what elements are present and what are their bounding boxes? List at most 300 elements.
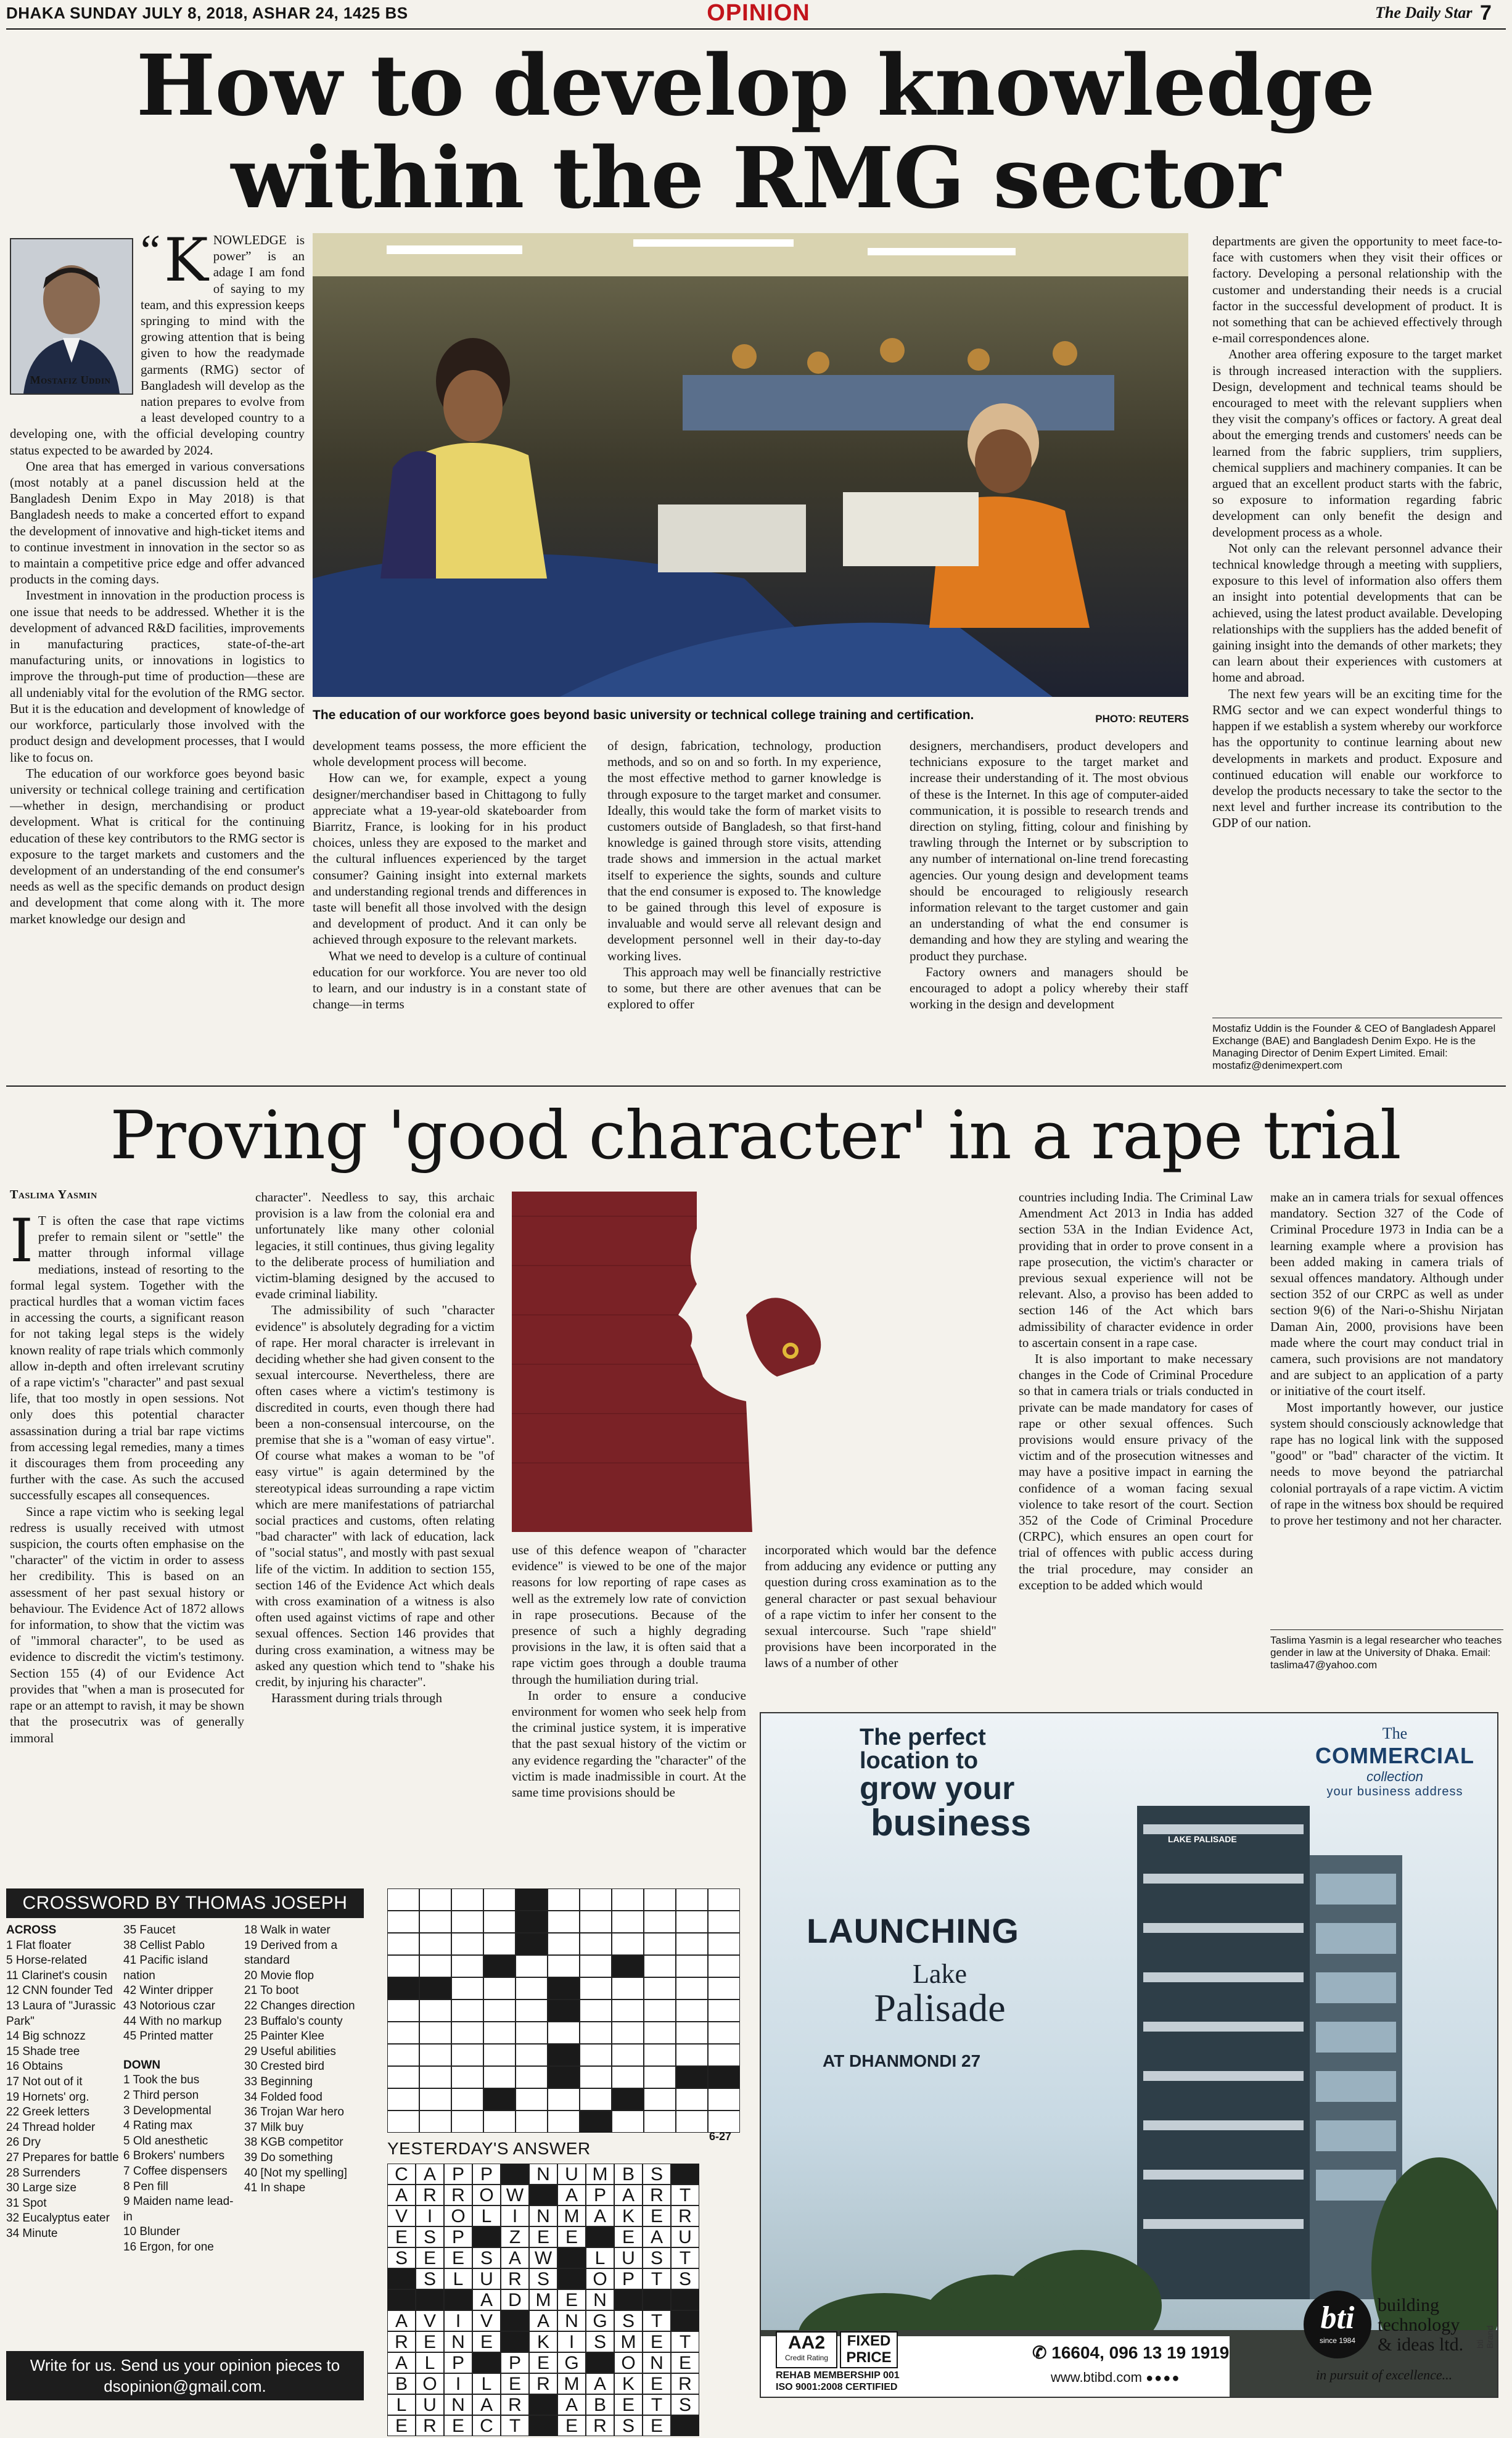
grid-cell[interactable] — [676, 1911, 708, 1933]
grid-cell[interactable] — [387, 1888, 419, 1911]
clue-item: 1 Flat floater — [6, 1938, 72, 1952]
answer-letter: M — [614, 2331, 643, 2352]
project-text: Palisade — [874, 1986, 1006, 2030]
grid-cell[interactable] — [548, 1888, 580, 1911]
answer-block — [472, 2226, 501, 2247]
answer-letter: A — [387, 2185, 416, 2205]
answer-letter: M — [529, 2289, 557, 2310]
article1-column-3 — [607, 738, 881, 1071]
grid-block — [483, 2088, 516, 2111]
answer-letter: V — [387, 2205, 416, 2226]
answer-letter: E — [643, 2373, 671, 2394]
grid-cell[interactable] — [419, 2088, 451, 2111]
grid-block — [580, 2111, 612, 2133]
article2-column-3 — [512, 1542, 746, 1835]
grid-cell[interactable] — [676, 1977, 708, 1999]
grid-cell[interactable] — [580, 2022, 612, 2044]
clue-item: 30 Crested bird — [244, 2060, 324, 2074]
paragraph: departments are given the opportunity to meet face-to-face with customers when they visit their offices or factory. Developing a personal relationship with the customer and understanding their needs is a crucial factor in the successful development of product. It is not something that can be achieved effectively through e-mail correspondences alone. — [1212, 234, 1502, 346]
grid-cell[interactable] — [516, 1999, 548, 2022]
answer-letter: S — [416, 2268, 444, 2289]
article1-column-5 — [1212, 233, 1502, 1015]
grid-cell[interactable] — [516, 2066, 548, 2088]
headline-line-2: within the RMG sector — [231, 129, 1280, 228]
answer-letter: E — [472, 2331, 501, 2352]
clue-item: 20 Movie flop — [244, 1969, 314, 1982]
author-byline: Taslima Yasmin — [10, 1188, 97, 1201]
grid-cell[interactable] — [387, 2088, 419, 2111]
author-byline: Mostafiz Uddin — [30, 374, 111, 386]
answer-letter: E — [614, 2226, 643, 2247]
grid-cell[interactable] — [676, 2022, 708, 2044]
answer-letter: T — [643, 2268, 671, 2289]
grid-cell[interactable] — [548, 1911, 580, 1933]
grid-cell[interactable] — [419, 1955, 451, 1977]
answer-letter: N — [529, 2205, 557, 2226]
grid-cell[interactable] — [644, 2066, 676, 2088]
paragraph: development teams possess, the more efficient the whole development process will become. — [313, 738, 586, 770]
clue-item: 44 With no markup — [123, 2014, 222, 2028]
grid-block — [548, 2066, 580, 2088]
answer-block — [472, 2352, 501, 2373]
grid-cell[interactable] — [419, 2066, 451, 2088]
answer-block — [529, 2185, 557, 2205]
advertisement[interactable] — [760, 1712, 1498, 2398]
answer-letter: L — [472, 2373, 501, 2394]
grid-cell[interactable] — [451, 2044, 483, 2066]
ad-brand-side: bti Brand — [1475, 2325, 1495, 2349]
grid-cell[interactable] — [483, 2044, 516, 2066]
grid-cell[interactable] — [419, 1933, 451, 1955]
clue-item: 38 KGB competitor — [244, 2136, 343, 2149]
answer-letter: T — [671, 2185, 699, 2205]
grid-cell[interactable] — [451, 2111, 483, 2133]
company-text: building — [1378, 2295, 1440, 2315]
clue-item: 2 Third person — [123, 2088, 199, 2102]
answer-letter: P — [586, 2185, 614, 2205]
answer-letter: S — [416, 2226, 444, 2247]
ad-website[interactable] — [1051, 2370, 1180, 2386]
page-number: 7 — [1480, 1, 1492, 25]
clue-item: 14 Big schnozz — [6, 2030, 86, 2043]
answer-letter: A — [472, 2289, 501, 2310]
answer-heading: YESTERDAY'S ANSWER — [387, 2139, 591, 2158]
paragraph: One area that has emerged in various conversations (most notably at a panel discussion held at the Bangladesh Denim Expo in May 2018) is that Bangladesh needs to make a concerted effort to expand the development of innovative and high-ticket items and to continue investment in innovation in the sector so as to maintain a competitive price edge and offer advanced products in the coming days. — [10, 458, 305, 587]
answer-block — [557, 2247, 586, 2268]
grid-cell[interactable] — [612, 2044, 644, 2066]
answer-letter: P — [501, 2352, 529, 2373]
grid-cell[interactable] — [708, 1911, 740, 1933]
grid-cell[interactable] — [580, 1999, 612, 2022]
paragraph: How can we, for example, expect a young designer/merchandiser based in Chittagong to fully appreciate what a 19-year-old skateboarder from Biarritz, France, is looking for in his product choices, unless they are exposed to the market and the cultural influences experienced by the target consumer? Gaining insight into external markets and understanding regional trends and differences in taste will benefit all those involved with the design and development of product. And it can only be achieved through exposure to the relevant markets. — [313, 770, 586, 947]
grid-cell[interactable] — [708, 2022, 740, 2044]
clue-item: 19 Derived from a standard — [244, 1938, 338, 1967]
grid-cell[interactable] — [419, 1888, 451, 1911]
grid-cell[interactable] — [612, 1999, 644, 2022]
answer-letter: A — [472, 2394, 501, 2415]
cert-text: REHAB MEMBERSHIP 001 — [776, 2370, 900, 2381]
clue-item: 36 Trojan War hero — [244, 2106, 344, 2119]
grid-cell[interactable] — [516, 2022, 548, 2044]
answer-letter: C — [472, 2415, 501, 2436]
answer-letter: S — [671, 2394, 699, 2415]
grid-cell[interactable] — [708, 2088, 740, 2111]
grid-cell[interactable] — [644, 1911, 676, 1933]
crossword-clues-down — [244, 1923, 374, 2196]
grid-cell[interactable] — [580, 1955, 612, 1977]
grid-cell[interactable] — [612, 2111, 644, 2133]
grid-cell[interactable] — [451, 1933, 483, 1955]
answer-letter: K — [614, 2205, 643, 2226]
crossword-grid[interactable] — [387, 1888, 745, 2133]
clue-item: 31 Spot — [6, 2196, 47, 2210]
paper-name: The Daily Star — [1375, 4, 1473, 22]
rating-value: AA2 — [787, 2333, 825, 2353]
grid-cell[interactable] — [387, 1933, 419, 1955]
clue-item: 18 Walk in water — [244, 1924, 331, 1937]
brand-text: your business address — [1326, 1785, 1463, 1798]
grid-cell[interactable] — [451, 2022, 483, 2044]
grid-block — [516, 1888, 548, 1911]
grid-cell[interactable] — [644, 2088, 676, 2111]
answer-letter: E — [501, 2373, 529, 2394]
grid-cell[interactable] — [676, 2044, 708, 2066]
answer-letter: E — [671, 2352, 699, 2373]
answer-letter: D — [501, 2289, 529, 2310]
grid-cell[interactable] — [644, 1999, 676, 2022]
photo-caption: The education of our workforce goes beyond basic university or technical college training and certification. — [313, 708, 974, 722]
grid-cell[interactable] — [516, 2044, 548, 2066]
grid-cell[interactable] — [676, 1955, 708, 1977]
paragraph: What we need to develop is a culture of continual education for our workforce. You are never too old to learn, and our industry is in a constant state of change—in terms — [313, 948, 586, 1012]
answer-letter: K — [529, 2331, 557, 2352]
answer-block — [586, 2352, 614, 2373]
answer-letter: N — [557, 2310, 586, 2331]
clue-item: 35 Faucet — [123, 1924, 176, 1937]
grid-cell[interactable] — [548, 2088, 580, 2111]
paragraph: This approach may well be financially restrictive to some, but there are other avenues that can be explored to offer — [607, 964, 881, 1012]
grid-cell[interactable] — [580, 2044, 612, 2066]
grid-cell[interactable] — [451, 1888, 483, 1911]
grid-cell[interactable] — [419, 2022, 451, 2044]
paragraph: Most importantly however, our justice system should consciously acknowledge that rape has no logical link with the supposed "good" or "bad" character of the victim. It needs to move beyond the patriarchal colonial portrayals of a rape victim. A victim of rape in the witness box should be required to prove her testimony and not her character. — [1270, 1399, 1503, 1528]
clue-item: 41 Pacific island nation — [123, 1954, 208, 1982]
grid-cell[interactable] — [516, 2088, 548, 2111]
woman-profile-illustration-icon — [512, 1192, 993, 1532]
grid-cell[interactable] — [644, 2111, 676, 2133]
paragraph: Another area offering exposure to the target market is through increased interaction with the suppliers. Design, development and technical teams should be encouraged to meet with the relevant suppliers when they visit the company's offices or factory. A great deal about the emerging trends and customers' needs can be learned from the fabric suppliers, trim suppliers, chemical suppliers and machinery companies. It can be argued that an excellent product starts with the fabric, so exposure to information regarding fabric development can only benefit the design and development process as a whole. — [1212, 347, 1502, 540]
answer-letter: I — [501, 2205, 529, 2226]
grid-cell[interactable] — [387, 2111, 419, 2133]
answer-letter: T — [643, 2310, 671, 2331]
tagline-line: location to — [860, 1748, 979, 1774]
masthead — [6, 0, 1506, 30]
grid-cell[interactable] — [580, 1911, 612, 1933]
grid-cell[interactable] — [644, 1955, 676, 1977]
clue-item: 26 Dry — [6, 2136, 41, 2149]
company-text: technology — [1378, 2315, 1460, 2335]
grid-cell[interactable] — [419, 2044, 451, 2066]
grid-block — [676, 2066, 708, 2088]
grid-cell[interactable] — [580, 2066, 612, 2088]
grid-block — [548, 1999, 580, 2022]
submission-email[interactable]: dsopinion@gmail.com. — [104, 2377, 266, 2395]
grid-cell[interactable] — [708, 1955, 740, 1977]
clue-item: 16 Ergon, for one — [123, 2240, 214, 2254]
website-link[interactable]: www.btibd.com — [1051, 2370, 1142, 2385]
answer-letter: O — [444, 2205, 472, 2226]
grid-cell[interactable] — [483, 2066, 516, 2088]
cert-text: ISO 9001:2008 CERTIFIED — [776, 2382, 898, 2392]
grid-cell[interactable] — [676, 1888, 708, 1911]
answer-letter: P — [472, 2164, 501, 2185]
grid-cell[interactable] — [387, 1911, 419, 1933]
grid-cell[interactable] — [644, 1933, 676, 1955]
answer-letter: A — [614, 2185, 643, 2205]
answer-letter: E — [444, 2415, 472, 2436]
answer-block — [614, 2289, 643, 2310]
grid-cell[interactable] — [644, 2022, 676, 2044]
brand-text: collection — [1366, 1769, 1423, 1784]
grid-cell[interactable] — [644, 1888, 676, 1911]
answer-letter: Z — [501, 2226, 529, 2247]
article1-photo — [313, 233, 1188, 697]
answer-block — [501, 2331, 529, 2352]
clue-item: 23 Buffalo's county — [244, 2014, 343, 2028]
answer-letter: S — [671, 2268, 699, 2289]
answer-letter: L — [444, 2268, 472, 2289]
grid-cell[interactable] — [612, 1933, 644, 1955]
clue-item: 22 Greek letters — [6, 2106, 90, 2119]
issue-date: DHAKA SUNDAY JULY 8, 2018, ASHAR 24, 1425 BS — [6, 4, 408, 22]
tagline-line: grow your — [860, 1771, 1015, 1806]
grid-block — [516, 1933, 548, 1955]
answer-block — [557, 2268, 586, 2289]
grid-cell[interactable] — [676, 2111, 708, 2133]
paragraph: of design, fabrication, technology, production methods, and so on and so forth. In my experience, the most effective method to garner knowledge is through exposure to the target market and consumer. Ideally, this would take the form of market visits to customers outside of Bangladesh, so that first-hand knowledge is gained through store visits, attending trade shows and immersion in the actual market itself to experience the sights, sounds and culture that the end consumer is exposed to. The knowledge to be gained through this level of exposure is invaluable and would serve all relevant design and development personnel well in their day-to-day working lives. — [607, 738, 881, 963]
answer-letter: I — [444, 2310, 472, 2331]
paragraph: The next few years will be an exciting time for the RMG sector and we can expect wonderful things to happen if we establish a system whereby our workforce has the opportunity to continue learning about new developments in markets and product. Exposure and continued education will enable our workforce to develop the products necessary to take the sector to the next level and further increase its contribution to the GDP of our nation. — [1212, 686, 1502, 831]
answer-block — [416, 2289, 444, 2310]
answer-letter: I — [557, 2331, 586, 2352]
answer-letter: O — [586, 2268, 614, 2289]
answer-letter: G — [586, 2310, 614, 2331]
answer-letter: T — [671, 2331, 699, 2352]
answer-letter: E — [416, 2247, 444, 2268]
answer-letter: L — [472, 2205, 501, 2226]
crossword-clues-across-2 — [123, 1923, 240, 2255]
grid-cell[interactable] — [612, 1888, 644, 1911]
grid-cell[interactable] — [387, 2044, 419, 2066]
company-motto: in pursuit of excellence... — [1316, 2367, 1453, 2382]
grid-cell[interactable] — [580, 1888, 612, 1911]
answer-letter: R — [416, 2185, 444, 2205]
grid-cell[interactable] — [483, 1999, 516, 2022]
dropcap: I — [10, 1213, 33, 1275]
answer-letter: A — [387, 2352, 416, 2373]
answer-block — [529, 2415, 557, 2436]
answer-letter: E — [614, 2394, 643, 2415]
building-sign: LAKE PALISADE — [1168, 1834, 1237, 1844]
phone-icon: ✆ — [1032, 2343, 1047, 2362]
grid-cell[interactable] — [483, 2022, 516, 2044]
social-icons[interactable]: ●●●● — [1146, 2371, 1181, 2385]
clue-item: 8 Pen fill — [123, 2180, 168, 2193]
clue-item: 24 Thread holder — [6, 2120, 96, 2134]
answer-letter: S — [586, 2331, 614, 2352]
answer-letter: L — [586, 2247, 614, 2268]
grid-cell[interactable] — [580, 1977, 612, 1999]
grid-cell[interactable] — [580, 1933, 612, 1955]
grid-cell[interactable] — [708, 1888, 740, 1911]
grid-cell[interactable] — [708, 1977, 740, 1999]
grid-cell[interactable] — [451, 1977, 483, 1999]
clue-list — [123, 1923, 240, 2045]
clue-item: 22 Changes direction — [244, 1999, 355, 2012]
grid-cell[interactable] — [451, 1999, 483, 2022]
answer-letter: P — [444, 2226, 472, 2247]
grid-cell[interactable] — [516, 1977, 548, 1999]
grid-cell[interactable] — [483, 1888, 516, 1911]
grid-cell[interactable] — [644, 2044, 676, 2066]
grid-cell[interactable] — [516, 1955, 548, 1977]
grid-cell[interactable] — [516, 2111, 548, 2133]
grid-cell[interactable] — [708, 1933, 740, 1955]
ad-location: AT DHANMONDI 27 — [823, 2051, 981, 2070]
answer-letter: B — [586, 2394, 614, 2415]
grid-cell[interactable] — [387, 2066, 419, 2088]
answer-letter: A — [557, 2394, 586, 2415]
grid-cell[interactable] — [708, 2044, 740, 2066]
ad-phone[interactable] — [1032, 2342, 1229, 2363]
grid-cell[interactable] — [612, 1977, 644, 1999]
grid-cell[interactable] — [451, 2066, 483, 2088]
clue-item: 43 Notorious czar — [123, 1999, 215, 2012]
grid-cell[interactable] — [451, 1911, 483, 1933]
paragraph: use of this defence weapon of "character evidence" is viewed to be one of the major reasons for low reporting of rape cases as well as the extremely low rate of conviction in rape prosecutions. Because of the presence of such a highly degrading provisions in the law, it is often said that a rape victim goes through a double trauma through the humiliation during trial. — [512, 1542, 746, 1687]
answer-letter: R — [586, 2415, 614, 2436]
grid-cell[interactable] — [548, 2111, 580, 2133]
grid-cell[interactable] — [676, 2088, 708, 2111]
paragraph: Factory owners and managers should be encouraged to adopt a policy whereby their staff working in the design and development — [910, 964, 1188, 1012]
grid-cell[interactable] — [483, 2111, 516, 2133]
answer-letter: A — [586, 2373, 614, 2394]
grid-cell[interactable] — [676, 1933, 708, 1955]
grid-cell[interactable] — [387, 1999, 419, 2022]
paragraph: Investment in innovation in the production process is one issue that needs to be addressed. Whether it is the development of advanced R&D facilities, improvements in manufacturing practices, state-of-the-art manufacturing units, or innovations in logistics to improve the through-put time of production—these are all undeniably vital for the evolution of the RMG sector. But it is the education and development of knowledge of our workforce, particularly those involved with the product design and development processes, that I would like to focus on. — [10, 588, 305, 765]
clue-item: 4 Rating max — [123, 2119, 192, 2133]
answer-letter: V — [416, 2310, 444, 2331]
answer-letter: S — [387, 2247, 416, 2268]
answer-letter: A — [501, 2247, 529, 2268]
ad-tagline — [860, 1726, 1031, 1842]
answer-letter: E — [643, 2331, 671, 2352]
dropcap: K — [163, 232, 208, 295]
clue-list — [123, 2073, 240, 2255]
answer-letter: P — [614, 2268, 643, 2289]
answer-letter: P — [444, 2352, 472, 2373]
clue-list — [244, 1923, 374, 2196]
answer-letter: R — [444, 2185, 472, 2205]
answer-letter: E — [557, 2415, 586, 2436]
grid-cell[interactable] — [612, 1911, 644, 1933]
answer-block — [643, 2289, 671, 2310]
clue-item: 34 Folded food — [244, 2090, 323, 2104]
grid-cell[interactable] — [483, 1933, 516, 1955]
grid-cell[interactable] — [676, 1999, 708, 2022]
answer-letter: G — [557, 2352, 586, 2373]
grid-block — [708, 2066, 740, 2088]
answer-block — [501, 2164, 529, 2185]
answer-letter: N — [444, 2331, 472, 2352]
grid-cell[interactable] — [451, 2088, 483, 2111]
answer-letter: M — [557, 2373, 586, 2394]
grid-cell[interactable] — [644, 1977, 676, 1999]
answer-letter: U — [557, 2164, 586, 2185]
article1-column-4 — [910, 738, 1188, 1071]
clue-heading: ACROSS — [6, 1924, 57, 1937]
grid-cell[interactable] — [548, 1933, 580, 1955]
grid-cell[interactable] — [483, 1911, 516, 1933]
answer-grid — [387, 2164, 733, 2438]
answer-letter: T — [501, 2415, 529, 2436]
clue-item: 12 CNN founder Ted — [6, 1984, 113, 1998]
company-text: & ideas ltd. — [1378, 2334, 1464, 2355]
grid-cell[interactable] — [451, 1955, 483, 1977]
grid-cell[interactable] — [419, 1911, 451, 1933]
answer-letter: E — [387, 2415, 416, 2436]
paragraph: designers, merchandisers, product developers and technicians exposure to the target market and increase their understanding of it. The most obvious of these is the Internet. In this age of computer-aided communication, it is possible to research trends and direction on styling, fitting, colour and finishing by trawling through the Internet or by subscription to any number of international on-line trend forecasting agencies. Our young design and development teams should be encouraged to religiously research information relevant to the target customer and gain an understanding of what the end consumer is demanding and how they are styling and wearing the product they purchase. — [910, 738, 1188, 963]
garment-factory-photo-icon — [313, 233, 1188, 697]
grid-cell[interactable] — [708, 1999, 740, 2022]
clue-item: 39 Do something — [244, 2151, 333, 2164]
author-bio: Mostafiz Uddin is the Founder & CEO of Bangladesh Apparel Exchange (BAE) and Bangladesh Denim Expo. He is the Managing Director of Denim Expert Limited. Email: mostafiz@denimexpert.com — [1212, 1023, 1496, 1071]
grid-cell[interactable] — [419, 1999, 451, 2022]
grid-cell[interactable] — [612, 2022, 644, 2044]
grid-cell[interactable] — [580, 2088, 612, 2111]
grid-cell[interactable] — [419, 2111, 451, 2133]
divider — [1270, 1629, 1503, 1630]
answer-letter: S — [643, 2247, 671, 2268]
grid-cell[interactable] — [548, 2022, 580, 2044]
grid-cell[interactable] — [612, 2066, 644, 2088]
brand-text: COMMERCIAL — [1315, 1743, 1474, 1768]
answer-letter: T — [643, 2394, 671, 2415]
answer-letter: E — [387, 2226, 416, 2247]
answer-letter: A — [557, 2185, 586, 2205]
answer-block — [387, 2289, 416, 2310]
answer-letter: C — [387, 2164, 416, 2185]
paragraph: It is also important to make necessary changes in the Code of Criminal Procedure so that in camera trials or trials conducted in private can be made mandatory for cases of rape or other sexual offences. Such provisions would ensure privacy of the victim and of the prosecution witnesses and may have a positive impact in earning the confidence of a woman facing sexual violence to take resort of the court. Section 352 of the Code of Criminal Procedure (CRPC), which ensures an open court for trial of offences with public access during the trial procedure, may consider an exception to be added which would — [1019, 1351, 1253, 1592]
grid-cell[interactable] — [708, 2111, 740, 2133]
clue-item: 9 Maiden name lead-in — [123, 2195, 234, 2223]
answer-letter: N — [529, 2164, 557, 2185]
paragraph: T is often the case that rape victims prefer to remain silent or "settle" the matter through informal village mediations, instead of resorting to the formal legal system. Together with the practical hurdles that a woman victim faces in accessing the courts, a significant reason for not taking legal steps is the widely known reality of rape trials which commonly allow in-depth and often irrelevant scrutiny of a rape victim's "character" and past sexual life, that too mostly in open sessions. Not only does this potential character assassination during a trial bar rape victims from accessing legal remedies, many a times it discourages them from proceeding any further with the case. As such the accused successfully escapes all consequences. — [10, 1213, 244, 1503]
grid-cell[interactable] — [548, 1955, 580, 1977]
grid-cell[interactable] — [387, 2022, 419, 2044]
brand-text: The — [1382, 1724, 1408, 1742]
answer-letter: N — [643, 2352, 671, 2373]
answer-letter: E — [557, 2226, 586, 2247]
logo-text: bti — [1320, 2300, 1355, 2336]
answer-letter: E — [444, 2247, 472, 2268]
paragraph: incorporated which would bar the defence from adducing any evidence or putting any question during cross examination as to the general character or past sexual behaviour of a rape victim to infer her consent to the sexual intercourse. Such "rape shield" provisions have been incorporated in the laws of a number of other — [765, 1542, 996, 1671]
grid-cell[interactable] — [483, 1977, 516, 1999]
phone-number[interactable]: 16604, 096 13 19 1919 — [1051, 2343, 1230, 2362]
paragraph: countries including India. The Criminal Law Amendment Act 2013 in India has added section 53A in the Indian Evidence Act, providing that in order to prove consent in a rape prosecution, the victim's character or previous sexual experience will not be relevant. Also, a proviso has been added to section 146 of the Act which bars admissibility of character evidence in order to ascertain consent in a rape case. — [1019, 1190, 1253, 1350]
paragraph: character". Needless to say, this archaic provision is a law from the colonial era and unfortunately like many other colonial legacies, it still continues, thus giving legality to the deliberate process of humiliation and victim-blaming designed by the accused to evade criminal liability. — [255, 1190, 495, 1302]
grid-cell[interactable] — [387, 1955, 419, 1977]
